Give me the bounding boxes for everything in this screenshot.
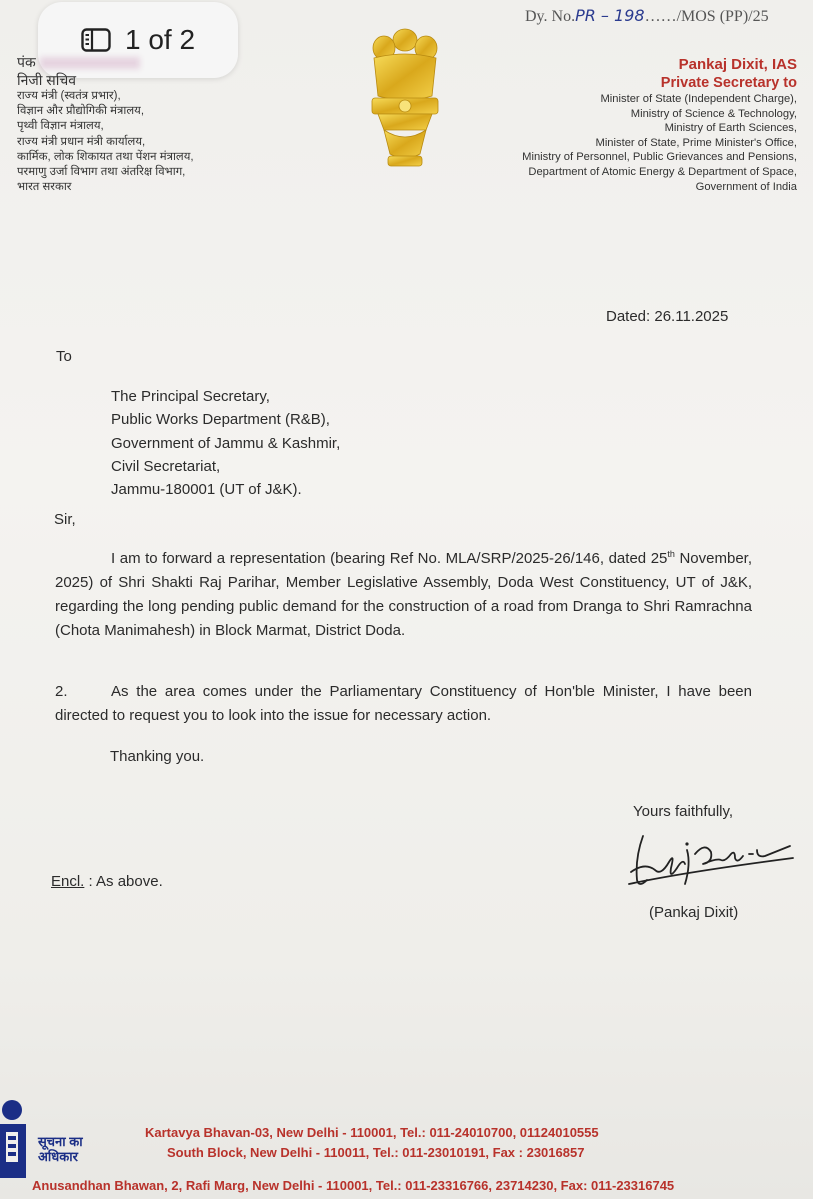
footer-addresses [145, 1123, 599, 1163]
redacted-name [40, 57, 140, 69]
footer-line-2: South Block, New Delhi - 110011, Tel.: 011-23010191, Fax : 23016857 [167, 1145, 585, 1160]
english-line-3: Minister of State, Prime Minister's Office, [595, 136, 797, 149]
recipient-address [111, 385, 340, 501]
footer-line-1: Kartavya Bhavan-03, New Delhi - 110001, Tel.: 011-24010700, 01124010555 [145, 1125, 599, 1140]
hindi-line-8: भारत सरकार [17, 181, 72, 194]
address-line-0: The Principal Secretary, [111, 388, 270, 405]
english-line-5: Department of Atomic Energy & Department of Space, [528, 165, 797, 178]
paragraph-1 [55, 542, 752, 643]
hindi-letterhead [17, 54, 194, 195]
english-line-1: Ministry of Science & Technology, [630, 107, 797, 120]
enclosure-value: : As above. [84, 873, 163, 890]
diary-number-suffix: ……/MOS (PP)/25 [644, 8, 769, 25]
english-line-6: Government of India [695, 180, 797, 193]
english-letterhead [522, 56, 797, 194]
paragraph-2-number: 2. [55, 683, 68, 700]
national-emblem-icon [362, 26, 448, 172]
diary-number-value: PR – 198 [575, 6, 645, 25]
hindi-line-1: निजी सचिव [17, 72, 77, 88]
signatory-name: (Pankaj Dixit) [649, 904, 739, 921]
english-line-0: Minister of State (Independent Charge), [600, 93, 797, 105]
page-indicator-text: 1 of 2 [124, 24, 196, 55]
address-line-4: Jammu-180001 (UT of J&K). [111, 481, 302, 499]
officer-role: Private Secretary to [660, 75, 797, 91]
diary-number [525, 6, 769, 26]
salutation: Sir, [54, 511, 76, 528]
english-line-4: Ministry of Personnel, Public Grievances and Pensions, [522, 151, 797, 164]
hindi-line-0: पंक [17, 54, 36, 70]
hindi-line-4: पृथ्वी विज्ञान मंत्रालय, [17, 120, 104, 133]
book-icon [81, 28, 111, 52]
diary-number-prefix: Dy. No. [525, 8, 576, 25]
footer-line-3: Anusandhan Bhawan, 2, Rafi Marg, New Delhi - 110001, Tel.: 011-23316766, 23714230, Fax: 011-23316745 [32, 1178, 675, 1193]
hindi-line-7: परमाणु उर्जा विभाग तथा अंतरिक्ष विभाग, [17, 166, 186, 179]
officer-name: Pankaj Dixit, IAS [678, 56, 797, 73]
paragraph-1-part-b: November, 2025) of Shri Shakti Raj Parihar, Member Legislative Assembly, Doda West Constituency, UT of J&K, regarding the long pending public demand for the construction of a road from Dranga to Shri Ramrachna (Chota Manimahesh) in Block Marmat, District Doda. [55, 550, 753, 639]
paragraph-1-part-a: I am to forward a representation (bearing Ref No. MLA/SRP/2025-26/146, dated 25 [111, 550, 668, 567]
address-line-2: Government of Jammu & Kashmir, [111, 434, 341, 452]
paragraph-1-superscript: th [667, 549, 675, 559]
signature-icon [625, 828, 795, 890]
hindi-line-3: विज्ञान और प्रौद्योगिकी मंत्रालय, [17, 105, 145, 118]
enclosure-line [51, 870, 163, 894]
letter-date: Dated: 26.11.2025 [606, 308, 729, 325]
hindi-line-5: राज्य मंत्री प्रधान मंत्री कार्यालय, [17, 135, 146, 148]
paragraph-2-text: As the area comes under the Parliamentary Constituency of Hon'ble Minister, I have been directed to request you to look into the issue for necessary action. [55, 683, 752, 724]
paragraph-2 [55, 680, 752, 728]
rti-label-line-2: अधिकार [38, 1149, 78, 1164]
address-line-3: Civil Secretariat, [111, 457, 221, 475]
letter-to: To [56, 348, 72, 365]
enclosure-label: Encl. [51, 873, 85, 890]
address-line-1: Public Works Department (R&B), [111, 411, 330, 429]
hindi-line-6: कार्मिक, लोक शिकायत तथा पेंशन मंत्रालय, [17, 150, 194, 163]
rti-label [38, 1134, 83, 1164]
english-line-2: Ministry of Earth Sciences, [664, 122, 797, 135]
rti-label-line-1: सूचना का [38, 1134, 83, 1149]
closing-line: Yours faithfully, [633, 803, 734, 820]
thanking-line: Thanking you. [110, 748, 205, 765]
hindi-line-2: राज्य मंत्री (स्वतंत्र प्रभार), [17, 90, 121, 102]
